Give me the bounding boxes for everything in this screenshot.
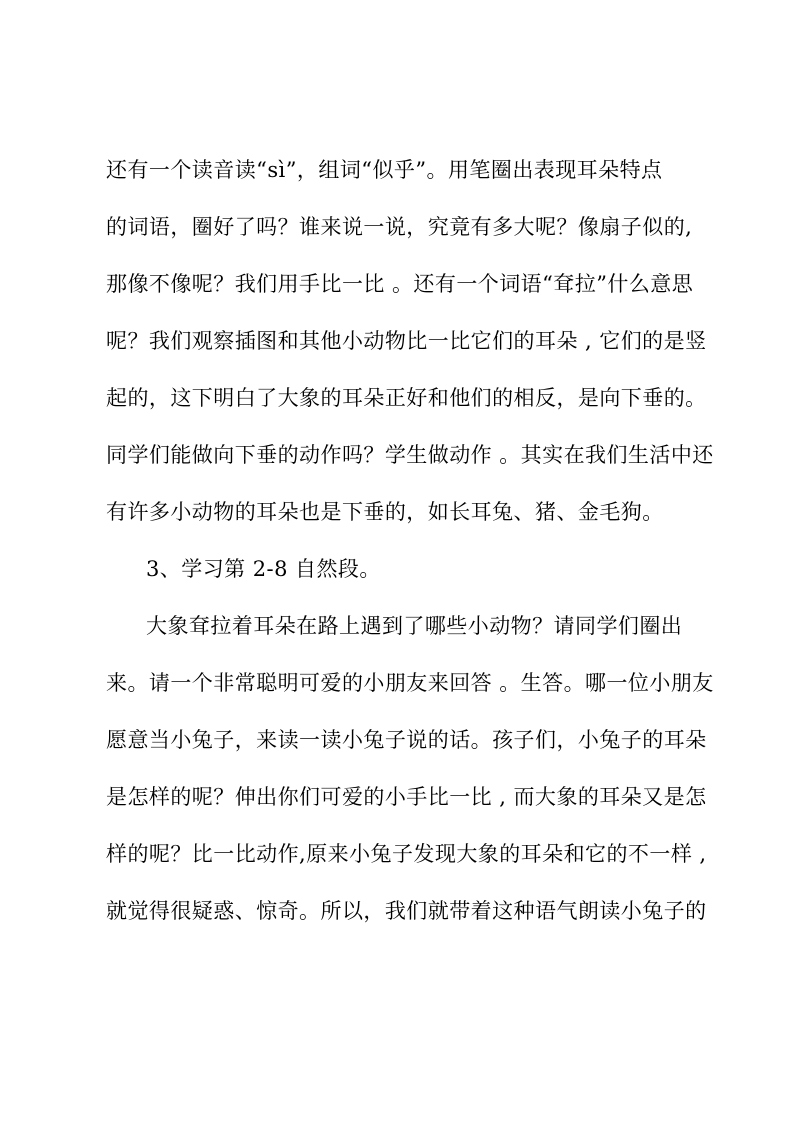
text-line-6: 同学们能做向下垂的动作吗？学生做动作 。其实在我们生活中还 bbox=[106, 443, 714, 467]
text-line-1: 还有一个读音读“sì”，组词“似乎”。用笔圈出表现耳朵特点 bbox=[106, 158, 663, 182]
text-line-13: 样的呢？比一比动作,原来小兔子发现大象的耳朵和它的不一样 , bbox=[106, 842, 707, 866]
text-line-3: 那像不像呢？我们用手比一比 。还有一个词语“耷拉”什么意思 bbox=[106, 272, 694, 296]
section-heading: 3、学习第 2-8 自然段。 bbox=[146, 557, 381, 581]
text-line-2: 的词语，圈好了吗？谁来说一说，究竟有多大呢？像扇子似的, bbox=[106, 215, 693, 239]
text-line-11: 愿意当小兔子，来读一读小兔子说的话。孩子们，小兔子的耳朵 bbox=[106, 728, 707, 752]
text-line-4: 呢？我们观察插图和其他小动物比一比它们的耳朵 , 它们的是竖 bbox=[106, 329, 707, 353]
text-line-14: 就觉得很疑惑、惊奇。所以，我们就带着这种语气朗读小兔子的 bbox=[106, 899, 707, 923]
text-line-7: 有许多小动物的耳朵也是下垂的，如长耳兔、猪、金毛狗。 bbox=[106, 500, 664, 524]
text-line-5: 起的，这下明白了大象的耳朵正好和他们的相反，是向下垂的。 bbox=[106, 386, 707, 410]
text-line-9: 大象耷拉着耳朵在路上遇到了哪些小动物？请同学们圈出 bbox=[146, 614, 683, 638]
text-line-12: 是怎样的呢？伸出你们可爱的小手比一比 , 而大象的耳朵又是怎 bbox=[106, 785, 707, 809]
text-line-10: 来。请一个非常聪明可爱的小朋友来回答 。生答。哪一位小朋友 bbox=[106, 671, 714, 695]
